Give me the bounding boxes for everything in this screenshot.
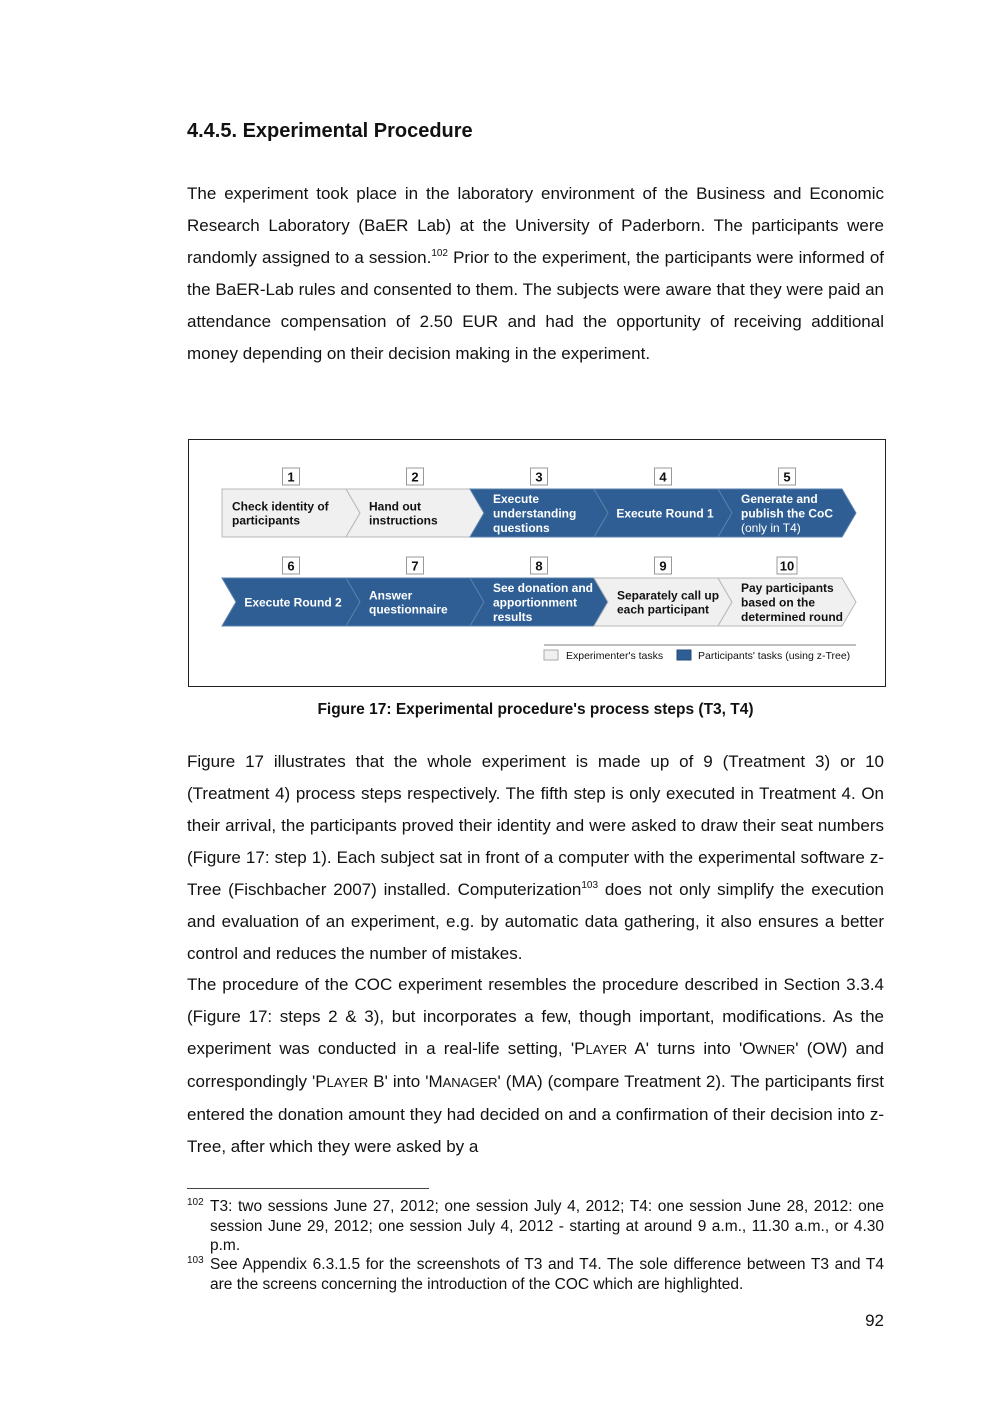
step-8-label: results xyxy=(493,609,533,624)
footnote-103 xyxy=(187,1255,884,1294)
step-1-label: Check identity of xyxy=(232,499,329,514)
section-heading: 4.4.5. Experimental Procedure xyxy=(187,120,473,142)
step-2-number: 2 xyxy=(411,469,419,485)
step-10-label: based on the xyxy=(741,595,816,610)
step-8-label: See donation and xyxy=(493,581,594,596)
paragraph-text: Figure 17 illustrates that the whole experiment is made up of 9 (Treatment 3) or 10 (Treatment 4) process steps respectively. The fifth step is only executed in Treatment 4. On their arrival, the participants proved their identity and were asked to draw their seat numbers (Figure 17: step 1). Each subject sat in front of a computer with the experimental software z-Tree (Fischbacher 2007) installed. Computerization xyxy=(187,752,884,899)
footnote-number: 103 xyxy=(187,1255,204,1266)
footnote-ref-102[interactable]: 102 xyxy=(431,248,448,259)
paragraph-figure-description xyxy=(187,746,884,970)
paragraph-text: B' into ' xyxy=(368,1072,429,1091)
step-5-label: Generate and xyxy=(741,492,818,507)
step-5-label: publish the CoC xyxy=(741,506,833,521)
paragraph-text: The experiment took place in the laboratory environment of the Business and Economic Research Laboratory (BaER Lab) at the University of Paderborn. The participants were randomly assigned to a session. xyxy=(187,184,884,267)
step-3-number: 3 xyxy=(535,469,543,485)
step-8-label: apportionment xyxy=(493,595,577,610)
step-5-label: (only in T4) xyxy=(741,520,801,535)
footnote-text: See Appendix 6.3.1.5 for the screenshots of T3 and T4. The sole difference between T3 and T4 are the screens concerning the introduction of the COC which are highlighted. xyxy=(210,1256,884,1293)
footnote-ref-103[interactable]: 103 xyxy=(581,880,599,891)
paragraph-text: ' (OW) and correspondingly ' xyxy=(187,1039,884,1091)
process-figure xyxy=(188,439,886,687)
step-2-label: instructions xyxy=(369,513,438,528)
paragraph-text: does not only simplify the execution and evaluation of an experiment, e.g. by automatic data gathering, it also ensures a better control and reduces the number of mistakes. xyxy=(187,880,884,963)
step-5-number: 5 xyxy=(783,469,791,485)
step-7-number: 7 xyxy=(411,558,419,574)
step-3-label: understanding xyxy=(493,506,577,521)
footnote-102 xyxy=(187,1197,884,1256)
step-10-label: Pay participants xyxy=(741,581,834,596)
paragraph-procedure xyxy=(187,969,884,1163)
step-9-number: 9 xyxy=(659,558,667,574)
step-7-label: questionnaire xyxy=(369,602,448,617)
legend-swatch-participant xyxy=(677,650,691,660)
step-10-number: 10 xyxy=(779,558,795,574)
step-3-label: Execute xyxy=(493,492,540,507)
footnote-text: T3: two sessions June 27, 2012; one session July 4, 2012; T4: one session June 28, 2012: one session June 29, 2012; one session July 4, 2012 - starting at around 9 a.m., 11.30 a.m., or 4.30 p.m. xyxy=(210,1198,884,1254)
footnote-number: 102 xyxy=(187,1197,204,1208)
paragraph-text: ' (MA) (compare Treatment 2). The participants first entered the donation amount they had decided on and a confirmation of their decision into z-Tree, after which they were asked by a xyxy=(187,1072,884,1156)
legend-label-participant: Participants' tasks (using z-Tree) xyxy=(698,650,851,662)
paragraph-text: The procedure of the COC experiment resembles the procedure described in Section 3.3.4 (Figure 17: steps 2 & 3), but incorporates a few, though important, modifications. As the experiment was conducted in a real-life setting, ' xyxy=(187,975,884,1058)
process-diagram xyxy=(189,440,887,688)
paragraph-text: A' turns into ' xyxy=(627,1039,743,1058)
footnote-separator xyxy=(187,1188,429,1189)
step-1-label: participants xyxy=(232,513,301,528)
step-1-number: 1 xyxy=(287,469,295,485)
step-9-label: Separately call up xyxy=(617,588,720,603)
step-4-number: 4 xyxy=(659,469,667,485)
step-4-label: Execute Round 1 xyxy=(616,506,714,521)
step-9-label: each participant xyxy=(617,602,710,617)
role-player-a: PLAYER xyxy=(574,1039,628,1058)
page-number: 92 xyxy=(865,1311,884,1330)
step-2-label: Hand out xyxy=(369,499,421,514)
paragraph-text: Prior to the experiment, the participants were informed of the BaER-Lab rules and consented to them. The subjects were aware that they were paid an attendance compensation of 2.50 EUR and had the opportunity of receiving additional money depending on their decision making in the experiment. xyxy=(187,248,885,363)
legend-swatch-experimenter xyxy=(544,650,558,660)
legend-label-experimenter: Experimenter's tasks xyxy=(566,650,664,662)
step-3-label: questions xyxy=(493,520,550,535)
step-8-number: 8 xyxy=(535,558,543,574)
step-6-number: 6 xyxy=(287,558,295,574)
paragraph-intro xyxy=(187,178,884,370)
role-owner: OWNER xyxy=(742,1039,796,1058)
role-manager: MANAGER xyxy=(428,1072,498,1091)
step-10-label: determined round xyxy=(741,609,844,624)
step-7-label: Answer xyxy=(369,588,413,603)
figure-caption: Figure 17: Experimental procedure's process steps (T3, T4) xyxy=(317,701,754,718)
role-player-b: PLAYER xyxy=(315,1072,369,1091)
step-6-label: Execute Round 2 xyxy=(244,595,342,610)
